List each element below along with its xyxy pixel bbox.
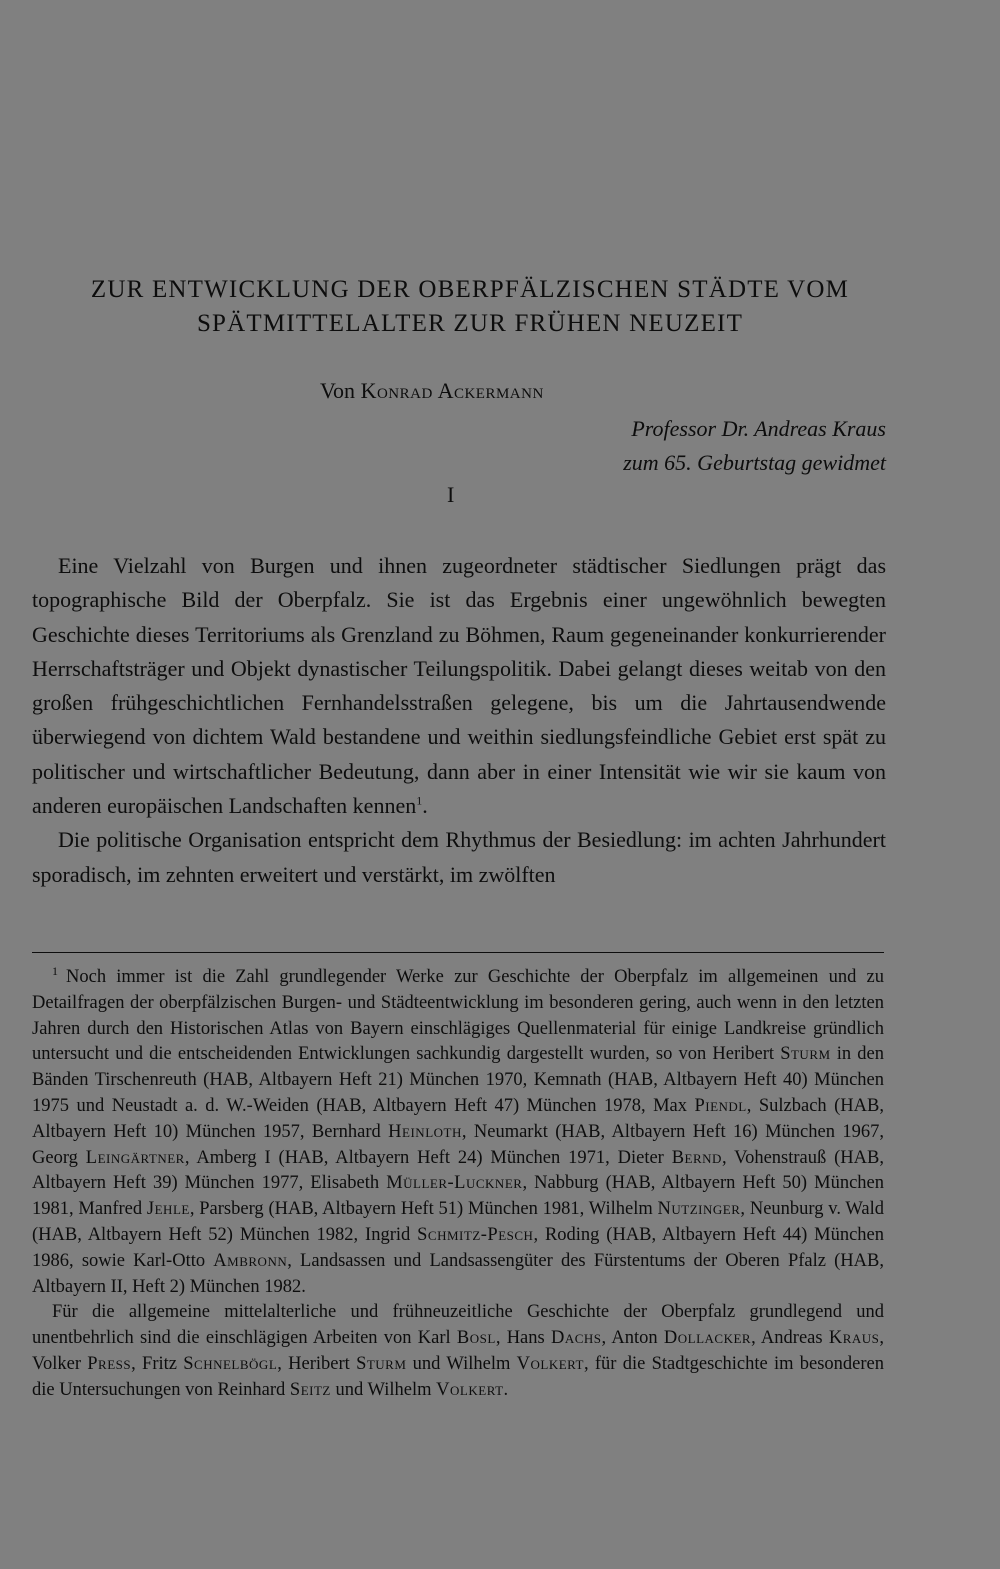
author-name-sc: Nutzinger: [657, 1199, 741, 1220]
section-number: I: [447, 482, 455, 507]
author-name-sc: Piendl: [694, 1095, 747, 1116]
paragraph-1-text: Eine Vielzahl von Burgen und ihnen zugeordneter städtischer Siedlungen prägt das topographische Bild der Oberpfalz. Sie ist das Ergebnis einer ungewöhnlich bewegten Geschichte dieses Territoriums als Grenzland zu Böhmen, Raum gegeneinander konkurrierender Herrschaftsträger und Objekt dynastischer Teilungspolitik. Dabei gelangt dieses weitab von den großen frühgeschichtlichen Fernhandelsstraßen gelegene, bis um die Jahrtausendwende überwiegend von dichtem Wald bestandene und weithin siedlungsfeindliche Gebiet erst spät zu politischer und wirtschaftlicher Bedeutung, dann aber in einer Intensität wie wir sie kaum von anderen europäischen Landschaften kennen: [32, 553, 886, 819]
author-name-sc: Heinloth: [388, 1121, 462, 1142]
author-name-sc: Sturm: [356, 1353, 407, 1374]
byline-prefix: Von: [320, 378, 361, 403]
author-name-sc: Bernd: [671, 1147, 722, 1168]
footnote-divider: [32, 952, 884, 953]
footnote-text: , Sulzbach (HAB, Altbayern Heft 10) München 1957, Bernhard: [32, 1095, 884, 1142]
dedication-line-1: Professor Dr. Andreas Kraus: [631, 416, 886, 441]
author-name-sc: Ambronn: [213, 1250, 288, 1271]
paragraph-1-end: .: [422, 793, 428, 819]
author-name-sc: Press: [87, 1353, 132, 1374]
footnote-text: , Volker: [32, 1328, 884, 1374]
footnote-text: , Hans: [495, 1328, 551, 1349]
author-name-sc: Kraus: [828, 1328, 880, 1349]
article-title-line-2: SPÄTMITTELALTER ZUR FRÜHEN NEUZEIT: [196, 310, 744, 337]
footnote-1: [32, 965, 884, 1300]
author-name-sc: Volkert: [516, 1353, 584, 1374]
author-name-sc: Schmitz-Pesch: [417, 1224, 534, 1245]
footnote-1-continuation: [32, 1300, 884, 1403]
author-name: Konrad Ackermann: [360, 378, 544, 403]
footnote-text: , Vohenstrauß (HAB, Altbayern Heft 39) München 1977, Elisabeth: [32, 1147, 884, 1194]
footnote-text: , Heribert: [277, 1353, 357, 1374]
dedication: [623, 412, 886, 480]
footnote-text: Noch immer ist die Zahl grundlegender Werke zur Geschichte der Oberpfalz im allgemeinen und zu Detailfragen der oberpfälzischen Burgen- und Städteentwicklung im besonderen gering, auch wenn in den letzten Jahren durch den Historischen Atlas von Bayern einschlägiges Quellenmaterial für einige Landkreise gründlich untersucht und die entscheidenden Entwicklungen sachkundig dargestellt wurden, so von Heribert: [32, 967, 884, 1065]
footnote-text: , Neunburg v. Wald (HAB, Altbayern Heft 52) München 1982, Ingrid: [32, 1199, 884, 1245]
footnote-text: , Neumarkt (HAB, Altbayern Heft 16) München 1967, Georg: [32, 1121, 884, 1168]
footnote-text: , Parsberg (HAB, Altbayern Heft 51) München 1981, Wilhelm: [189, 1199, 658, 1220]
author-name-sc: Jehle: [146, 1199, 190, 1220]
paragraph-2: Die politische Organisation entspricht dem Rhythmus der Besiedlung: im achten Jahrhundert sporadisch, im zehnten erweitert und verstärkt, im zwölften: [32, 827, 886, 887]
author-name-sc: Schnelbögl: [183, 1353, 278, 1374]
author-name-sc: Dachs: [550, 1328, 602, 1349]
footnote-text: .: [503, 1379, 509, 1400]
footnote-text: , Fritz: [131, 1353, 184, 1374]
footnote-reference-1: 1: [416, 793, 423, 808]
author-name-sc: Volkert: [436, 1379, 504, 1400]
footnote-text: , für die Stadtgeschichte im besonderen die Untersuchungen von Reinhard: [32, 1353, 884, 1400]
footnote-text: , Anton: [601, 1328, 664, 1349]
footnote-text: , Nabburg (HAB, Altbayern Heft 50) München 1981, Manfred: [32, 1173, 884, 1220]
footnote-text: , Amberg I (HAB, Altbayern Heft 24) München 1971, Dieter: [184, 1147, 672, 1168]
author-name-sc: Leingärtner: [85, 1147, 185, 1168]
footnote-1-mark: 1: [52, 963, 58, 978]
footnote-text: , Landsassen und Landsassengüter des Fürstentums der Oberen Pfalz (HAB, Altbayern II, Heft 2) München 1982.: [32, 1250, 884, 1297]
footnote-text: und Wilhelm: [406, 1353, 517, 1374]
paragraph-1: [32, 549, 886, 823]
author-name-sc: Seitz: [289, 1379, 331, 1400]
footnote-text: und Wilhelm: [330, 1379, 437, 1400]
author-name-sc: Sturm: [780, 1044, 831, 1065]
footnote-text: in den Bänden Tirschenreuth (HAB, Altbayern Heft 21) München 1970, Kemnath (HAB, Altbayern Heft 40) München 1975 und Neustadt a. d. W.-Weiden (HAB, Altbayern Heft 47) München 1978, Max: [32, 1044, 884, 1116]
footnotes: [32, 965, 884, 1404]
author-name-sc: Dollacker: [663, 1328, 752, 1349]
dedication-line-2: zum 65. Geburtstag gewidmet: [623, 450, 886, 475]
author-name-sc: Bosl: [456, 1328, 496, 1349]
footnote-text: , Andreas: [751, 1328, 829, 1349]
article-title-line-1: ZUR ENTWICKLUNG DER OBERPFÄLZISCHEN STÄDTE VOM: [90, 276, 850, 303]
footnote-text: , Roding (HAB, Altbayern Heft 44) München 1986, sowie Karl-Otto: [32, 1224, 884, 1271]
body-text: [32, 549, 886, 892]
author-name-sc: Müller-Luckner: [386, 1173, 523, 1194]
footnote-text: Für die allgemeine mittelalterliche und frühneuzeitliche Geschichte der Oberpfalz grundlegend und unentbehrlich sind die einschlägigen Arbeiten von Karl: [32, 1302, 884, 1349]
author-byline: [320, 378, 544, 404]
